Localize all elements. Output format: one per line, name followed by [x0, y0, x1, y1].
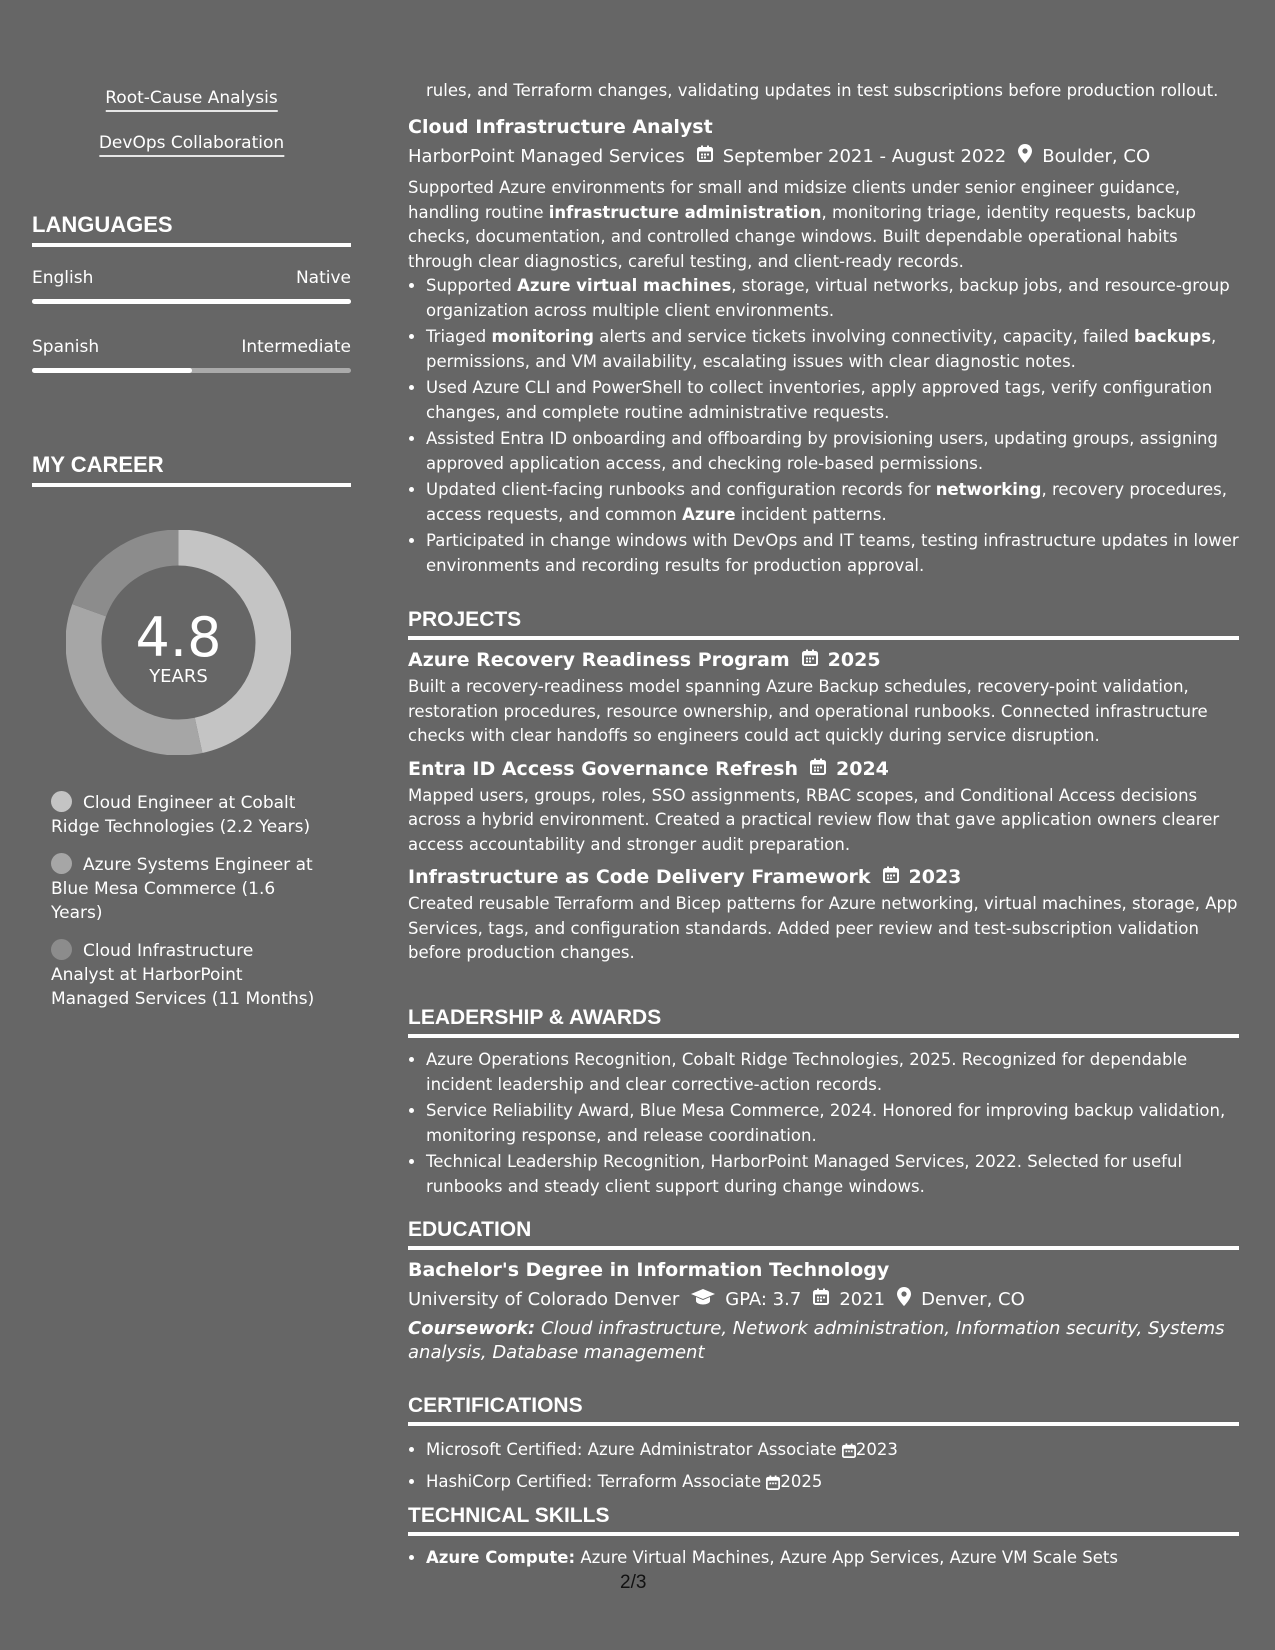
education-section — [408, 1218, 1239, 1365]
project-entry — [408, 866, 1239, 966]
job-dates: September 2021 - August 2022 — [722, 145, 1007, 167]
legend-dot-icon — [51, 853, 72, 874]
coursework — [408, 1317, 1239, 1365]
project-header — [408, 866, 1239, 888]
calendar-icon — [802, 649, 818, 671]
coursework-label: Coursework: — [408, 1318, 536, 1339]
project-header — [408, 649, 1239, 671]
project-year: 2024 — [836, 757, 889, 780]
projects-section — [408, 608, 1239, 966]
job-bullet: • Updated client-facing runbooks and configuration records for networking, recovery procedures, access requests, and common Azure incident patterns. — [426, 478, 1239, 527]
calendar-icon — [883, 866, 899, 888]
education-meta — [408, 1287, 1239, 1311]
legend-dot-icon — [51, 791, 72, 812]
project-year: 2023 — [908, 866, 962, 888]
job-title: Cloud Infrastructure Analyst — [408, 116, 713, 138]
job-bullet: • Assisted Entra ID onboarding and offboarding by provisioning users, updating groups, assigning approved application access, and checking role-based permissions. — [426, 427, 1239, 476]
career-legend-item — [51, 939, 321, 1011]
language-name: English — [32, 268, 94, 288]
technical-skills-heading: TECHNICAL SKILLS — [408, 1504, 1239, 1536]
job-location: Boulder, CO — [1042, 145, 1151, 167]
location-pin-icon — [1018, 144, 1032, 168]
graduation-cap-icon — [691, 1289, 715, 1310]
career-legend-item — [51, 791, 321, 839]
project-entry — [408, 758, 1239, 858]
job-bullet: • Used Azure CLI and PowerShell to collect inventories, apply approved tags, verify configuration changes, and complete routine administrative requests. — [426, 376, 1239, 425]
certifications-section — [408, 1394, 1239, 1500]
calendar-icon — [810, 758, 826, 780]
career-total-value: 4.8 — [135, 606, 222, 669]
calendar-icon — [813, 1288, 829, 1310]
calendar-icon — [697, 145, 713, 167]
award-item: • Technical Leadership Recognition, HarborPoint Managed Services, 2022. Selected for useful runbooks and steady client support during change windows. — [426, 1150, 1239, 1199]
language-proficiency-fill — [32, 299, 351, 304]
career-legend-item — [51, 853, 321, 925]
project-title: Infrastructure as Code Delivery Framework — [408, 866, 871, 888]
school-location: Denver, CO — [921, 1288, 1025, 1310]
projects-list — [408, 649, 1239, 966]
language-level: Intermediate — [241, 337, 351, 357]
award-item: • Azure Operations Recognition, Cobalt Ridge Technologies, 2025. Recognized for dependable incident leadership and clear corrective-action records. — [426, 1048, 1239, 1097]
career-legend-label: Azure Systems Engineer at Blue Mesa Commerce (1.6 Years) — [51, 855, 313, 923]
coursework-list: Cloud infrastructure, Network administration, Information security, Systems analysis, Database management — [408, 1318, 1225, 1363]
language-level: Native — [295, 268, 351, 288]
summary-text: , monitoring triage, identity requests, backup checks, documentation, and controlled change windows. Built dependable operational habits through clear diagnostics, careful testing, and client-ready records. — [408, 202, 1196, 271]
job-bullets — [408, 274, 1239, 578]
summary-keyword: infrastructure administration — [548, 202, 822, 222]
job-bullet: • Supported Azure virtual machines, storage, virtual networks, backup jobs, and resource-group organization across multiple client environments. — [426, 274, 1239, 323]
project-title: Azure Recovery Readiness Program — [408, 649, 790, 671]
leadership-list — [408, 1048, 1239, 1199]
career-heading: MY CAREER — [32, 452, 351, 487]
job-bullet: • Participated in change windows with DevOps and IT teams, testing infrastructure updates in lower environments and recording results for production approval. — [426, 529, 1239, 578]
location-pin-icon — [897, 1287, 911, 1311]
project-entry — [408, 649, 1239, 749]
project-description: Mapped users, groups, roles, SSO assignments, RBAC scopes, and Conditional Access decisions across a hybrid environment. Created a practical review flow that gave application owners clearer access accountability and stronger audit preparation. — [408, 785, 1220, 854]
job-meta — [408, 144, 1239, 168]
language-proficiency-fill — [32, 368, 192, 373]
gpa: GPA: 3.7 — [725, 1288, 802, 1310]
summary-text: Supported Azure environments for small and midsize clients under senior engineer guidance, handling routine — [408, 178, 1181, 222]
bullet-text: rules, and Terraform changes, validating updates in test subscriptions before production rollout. — [426, 81, 1219, 100]
certifications-list — [408, 1436, 1239, 1498]
projects-heading: PROJECTS — [408, 608, 1239, 640]
skill-tag: DevOps Collaboration — [99, 133, 284, 157]
legend-dot-icon — [51, 939, 72, 960]
leadership-section — [408, 1006, 1239, 1201]
calendar-icon — [766, 1471, 780, 1498]
school-name: University of Colorado Denver — [408, 1288, 680, 1310]
award-item: • Service Reliability Award, Blue Mesa Commerce, 2024. Honored for improving backup validation, monitoring response, and release coordination. — [426, 1099, 1239, 1148]
career-total-unit: YEARS — [149, 666, 208, 687]
technical-skills-list — [408, 1546, 1239, 1571]
project-description: Created reusable Terraform and Bicep patterns for Azure networking, virtual machines, storage, App Services, tags, and configuration standards. Added peer review and test-subscription validation before production changes. — [408, 894, 1238, 962]
language-proficiency-bar — [32, 368, 351, 373]
leadership-heading: LEADERSHIP & AWARDS — [408, 1006, 1239, 1038]
certification-item: • HashiCorp Certified: Terraform Associate 2025 — [426, 1468, 1239, 1498]
career-legend-label: Cloud Infrastructure Analyst at HarborPoint Managed Services (11 Months) — [51, 941, 315, 1009]
career-donut-chart — [66, 530, 291, 755]
language-proficiency-bar — [32, 299, 351, 304]
skill-item: • Azure Compute: Azure Virtual Machines, Azure App Services, Azure VM Scale Sets — [426, 1546, 1239, 1571]
project-year: 2025 — [827, 649, 881, 671]
language-row — [32, 337, 351, 357]
project-title: Entra ID Access Governance Refresh — [408, 757, 799, 780]
degree-title: Bachelor's Degree in Information Technology — [408, 1259, 890, 1281]
languages-heading: LANGUAGES — [32, 212, 351, 247]
job-company: HarborPoint Managed Services — [408, 145, 685, 167]
project-description: Built a recovery-readiness model spanning Azure Backup schedules, recovery-point validation, restoration procedures, resource ownership, and operational runbooks. Connected infrastructure checks with clear handoffs so engineers could act quickly during service disruption. — [408, 677, 1208, 745]
continued-bullet — [408, 79, 1257, 106]
job-bullet: • Triaged monitoring alerts and service tickets involving connectivity, capacity, failed backups, permissions, and VM availability, escalating issues with clear diagnostic notes. — [426, 325, 1239, 374]
calendar-icon — [842, 1439, 856, 1466]
certifications-heading: CERTIFICATIONS — [408, 1394, 1239, 1426]
certification-item: • Microsoft Certified: Azure Administrator Associate 2023 — [426, 1436, 1239, 1466]
skill-tag: Root-Cause Analysis — [105, 88, 277, 112]
technical-skills-section — [408, 1504, 1239, 1573]
career-legend-label: Cloud Engineer at Cobalt Ridge Technologies (2.2 Years) — [51, 793, 311, 837]
education-heading: EDUCATION — [408, 1218, 1239, 1250]
project-header — [408, 758, 1239, 780]
job-summary — [408, 176, 1239, 274]
career-donut-segment — [89, 548, 178, 611]
graduation-year: 2021 — [839, 1288, 886, 1310]
page-number: 2/3 — [620, 1572, 647, 1593]
job-entry — [408, 116, 1239, 580]
language-row — [32, 268, 351, 288]
language-name: Spanish — [32, 337, 100, 357]
